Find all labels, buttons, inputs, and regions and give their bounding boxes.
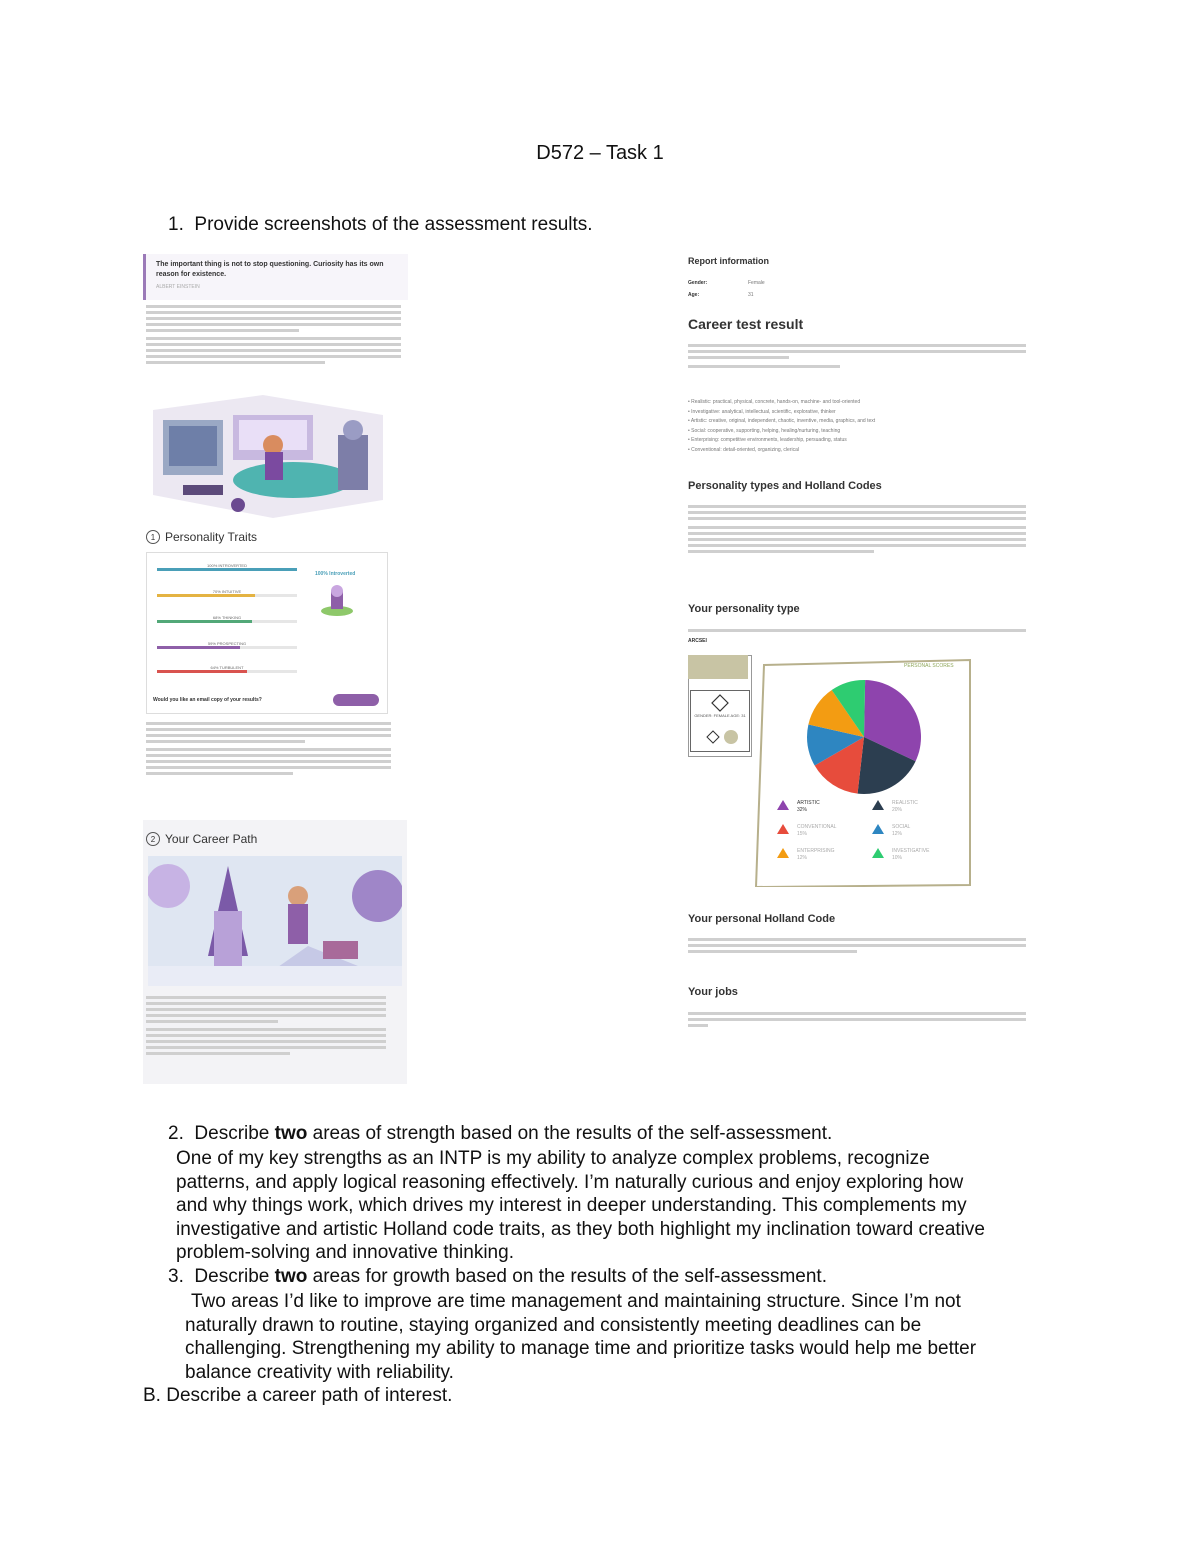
type-item: • Enterprising: competitive environments, leadership, persuading, status xyxy=(688,437,847,443)
personal-scores-chart xyxy=(752,655,974,887)
gender-value: Female xyxy=(748,280,765,286)
question-2-bold: two xyxy=(274,1123,308,1144)
trait-row xyxy=(157,615,297,623)
your-jobs-heading: Your jobs xyxy=(688,986,738,998)
introverted-label: 100% Introverted xyxy=(315,571,356,577)
holland-code-paragraph xyxy=(688,938,1026,956)
quote-block xyxy=(143,254,408,300)
trait-pct: 59% PROSPECTING xyxy=(207,641,247,646)
career-path-label: Your Career Path xyxy=(165,832,258,846)
answer-2-line: problem-solving and innovative thinking. xyxy=(176,1242,514,1263)
pie-group xyxy=(807,680,921,794)
trait-fill xyxy=(157,670,247,673)
report-info-heading: Report information xyxy=(688,256,769,266)
legend-value-conventional: 15% xyxy=(797,831,808,837)
traits-paragraph xyxy=(146,722,391,778)
trait-fill xyxy=(157,568,297,571)
legend-label-enterprising: ENTERPRISING xyxy=(797,848,835,854)
question-1-text: Provide screenshots of the assessment results. xyxy=(194,214,593,235)
age-value: 31 xyxy=(748,292,754,298)
jobs-paragraph xyxy=(688,1012,1026,1030)
career-paragraph xyxy=(146,996,386,1058)
figure-caption: GENDER: FEMALE AGE: 31 xyxy=(694,713,746,718)
email-prompt: Would you like an email copy of your results? xyxy=(153,697,262,703)
intp-illustration xyxy=(143,390,405,520)
trait-row xyxy=(157,665,297,673)
personality-traits-heading xyxy=(146,530,257,544)
legend-value-realistic: 20% xyxy=(892,807,903,813)
chart-title: PERSONAL SCORES xyxy=(904,663,954,669)
trait-pct: 70% INTUITIVE xyxy=(212,589,242,594)
personality-types-heading: Personality types and Holland Codes xyxy=(688,480,882,492)
trait-pct: 68% THINKING xyxy=(212,615,242,620)
age-label: Age: xyxy=(688,292,700,298)
quote-text: The important thing is not to stop questioning. Curiosity has its own reason for existence. xyxy=(156,261,384,278)
legend-label-realistic: REALISTIC xyxy=(892,800,918,806)
trait-fill xyxy=(157,620,252,623)
type-item: • Social: cooperative, supporting, helping, healing/nurturing, teaching xyxy=(688,427,841,434)
section-number-1: 1 xyxy=(146,530,160,544)
type-code: ARCSEI xyxy=(688,638,707,644)
type-item: • Conventional: detail-oriented, organizing, clerical xyxy=(688,446,799,453)
legend-label-conventional: CONVENTIONAL xyxy=(797,824,837,830)
legend-value-enterprising: 12% xyxy=(797,855,808,861)
traits-mascot xyxy=(317,583,357,618)
trait-fill xyxy=(157,594,255,597)
career-result-paragraph xyxy=(688,344,1026,371)
answer-3-line: challenging. Strengthening my ability to manage time and prioritize tasks would help me better xyxy=(185,1338,977,1359)
trait-row xyxy=(157,589,297,597)
answer-3-line: Two areas I’d like to improve are time management and maintaining structure. Since I’m not xyxy=(191,1291,961,1312)
legend-label-investigative: INVESTIGATIVE xyxy=(892,848,930,854)
question-2-pre: Describe xyxy=(194,1123,275,1144)
type-item: • Artistic: creative, original, independent, chaotic, inventive, media, graphics, and text xyxy=(688,418,876,424)
question-2: 2. Describe two areas of strength based on the results of the self-assessment. xyxy=(168,1123,833,1144)
question-1: 1. Provide screenshots of the assessment results. xyxy=(168,214,593,235)
career-result-heading: Career test result xyxy=(688,316,804,332)
question-3: 3. Describe two areas for growth based on the results of the self-assessment. xyxy=(168,1266,827,1287)
type-item: • Realistic: practical, physical, concrete, hands-on, machine- and tool-oriented xyxy=(688,399,861,405)
answer-3-line: balance creativity with reliability. xyxy=(185,1361,454,1383)
trait-pct: 64% TURBULENT xyxy=(210,665,244,670)
document-title: D572 – Task 1 xyxy=(536,142,664,164)
diamond-icon xyxy=(691,691,749,751)
traits-panel xyxy=(146,552,388,714)
personality-traits-label: Personality Traits xyxy=(165,530,258,544)
answer-2-line: investigative and artistic Holland code traits, as they both highlight my inclination toward creative xyxy=(176,1218,985,1240)
legend-label-social: SOCIAL xyxy=(892,824,911,830)
figure-card xyxy=(690,690,750,752)
answer-2 xyxy=(176,1147,985,1265)
question-2-post: areas of strength based on the results of the self-assessment. xyxy=(307,1123,833,1144)
legend-value-social: 12% xyxy=(892,831,903,837)
trait-pct: 100% INTROVERTED xyxy=(207,563,247,568)
answer-3-line: naturally drawn to routine, staying organized and consistently meeting deadlines can be xyxy=(185,1314,922,1336)
question-b: B. Describe a career path of interest. xyxy=(143,1385,453,1406)
your-type-heading: Your personality type xyxy=(688,603,800,615)
email-button[interactable] xyxy=(333,694,379,706)
legend-value-investigative: 10% xyxy=(892,855,903,861)
holland-paragraph xyxy=(688,505,1026,556)
gender-label: Gender: xyxy=(688,280,708,286)
quote-author: ALBERT EINSTEIN xyxy=(156,284,200,290)
trait-row xyxy=(157,641,297,649)
trait-fill xyxy=(157,646,240,649)
types-list xyxy=(688,398,1028,455)
answer-3 xyxy=(185,1290,976,1384)
question-3-pre: Describe xyxy=(194,1266,275,1287)
question-3-bold: two xyxy=(274,1266,308,1287)
trait-row xyxy=(157,563,297,571)
answer-2-line: patterns, and apply logical reasoning effectively. I’m naturally curious and enjoy exploring how xyxy=(176,1171,964,1193)
career-illustration xyxy=(148,856,402,986)
type-item: • Investigative: analytical, intellectual, scientific, explorative, thinker xyxy=(688,408,836,415)
personal-holland-heading: Your personal Holland Code xyxy=(688,913,836,925)
question-3-post: areas for growth based on the results of the self-assessment. xyxy=(307,1266,827,1287)
career-path-heading xyxy=(146,832,257,846)
career-path-card xyxy=(143,820,407,1084)
legend-label-artistic: ARTISTIC xyxy=(797,800,820,806)
figure-header xyxy=(688,655,748,679)
legend-value-artistic: 32% xyxy=(797,807,808,813)
section-number-2: 2 xyxy=(146,832,160,846)
type-paragraph xyxy=(688,629,1026,635)
answer-2-line: One of my key strengths as an INTP is my ability to analyze complex problems, recognize xyxy=(176,1148,930,1169)
intro-paragraph xyxy=(146,305,401,367)
answer-2-line: and why things work, which drives my interest in deeper understanding. This complements my xyxy=(176,1195,967,1216)
